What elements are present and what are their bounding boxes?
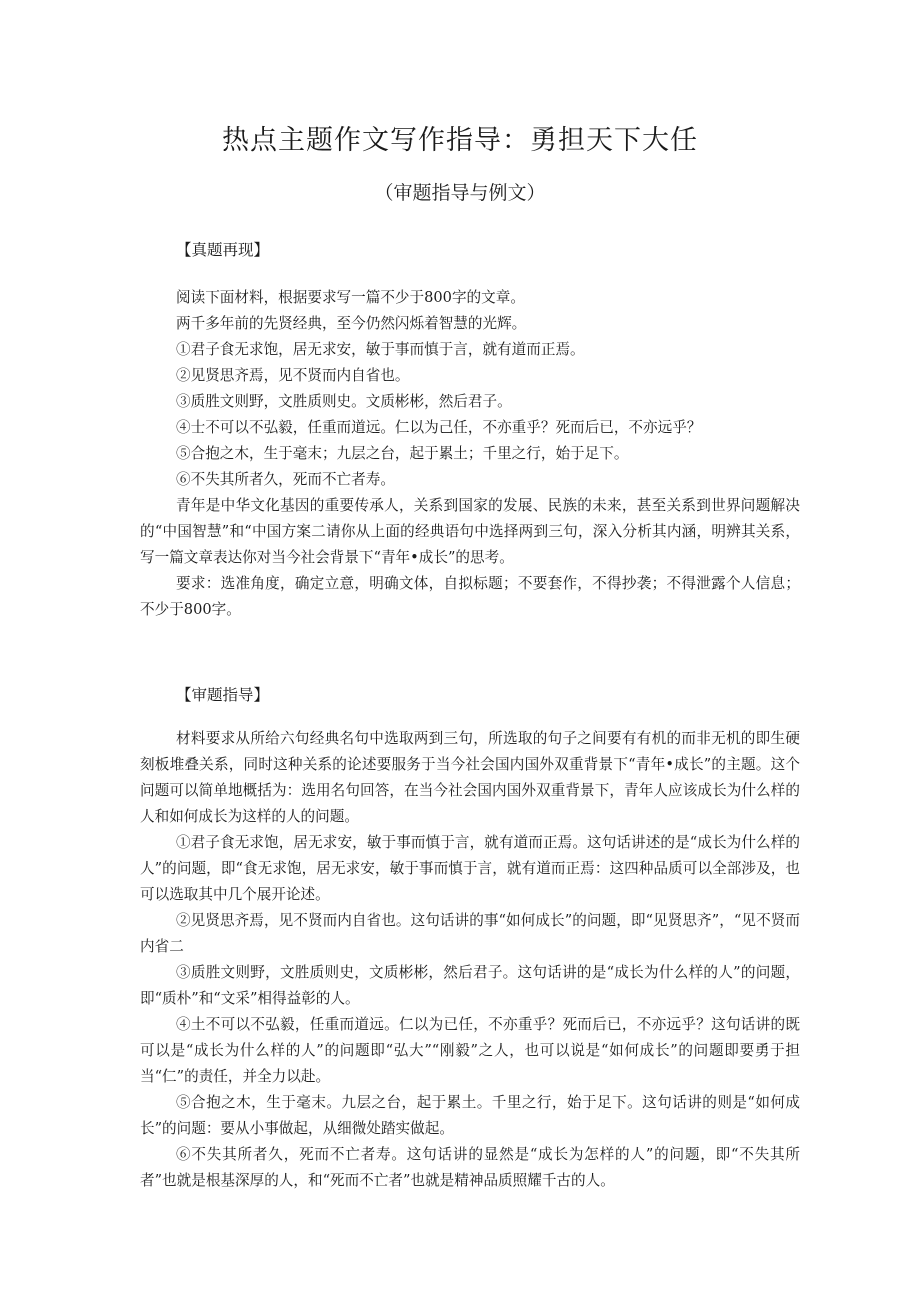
page-title: 热点主题作文写作指导：勇担天下大任 [222, 125, 698, 156]
section-heading-real-question: 【真题再现】 [176, 241, 270, 259]
real-question-block [140, 285, 800, 623]
paragraph: 阅读下面材料，根据要求写一篇不少于800字的文章。 [176, 289, 525, 306]
section-heading-guidance: 【审题指导】 [176, 686, 270, 704]
quote-item: ③质胜文则野，文胜质则史。文质彬彬，然后君子。 [176, 393, 512, 410]
analysis-item: ①君子食无求饱，居无求安，敏于事而慎于言，就有道而正焉。这句话讲述的是“成长为什么样的人”的问题，即“食无求饱，居无求安，敏于事而慎于言，就有道而正焉：这四种品质可以全部涉及，也可以选取其中几个展开论述。 [140, 834, 800, 903]
paragraph: 材料要求从所给六句经典名句中选取两到三句，所选取的句子之间要有有机的而非无机的即生硬刻板堆叠关系，同时这种关系的论述要服务于当今社会国内国外双重背景下“青年•成长”的主题。这个问题可以简单地概括为：选用名句回答，在当今社会国内国外双重背景下，青年人应该成长为什么样的人和如何成长为这样的人的问题。 [140, 730, 800, 825]
analysis-item: ⑥不失其所者久，死而不亡者寿。这句话讲的显然是“成长为怎样的人”的问题，即“不失其所者”也就是根基深厚的人，和“死而不亡者”也就是精神品质照耀千古的人。 [140, 1146, 800, 1189]
analysis-item: ④土不可以不弘毅，任重而道远。仁以为已任，不亦重乎？死而后已，不亦远乎？这句话讲的既可以是“成长为什么样的人”的问题即“弘大”“刚毅”之人，也可以说是“如何成长”的问题即要勇于担当“仁”的责任，并全力以赴。 [140, 1016, 800, 1085]
quote-item: ④士不可以不弘毅，任重而道远。仁以为己任，不亦重乎？死而后已，不亦远乎？ [176, 419, 702, 436]
quote-item: ⑥不失其所者久，死而不亡者寿。 [176, 471, 395, 488]
paragraph: 要求：选准角度，确定立意，明确文体，自拟标题；不要套作，不得抄袭；不得泄露个人信息；不少于800字。 [140, 575, 800, 618]
guidance-block [140, 726, 800, 1194]
analysis-item: ③质胜文则野，文胜质则史，文质彬彬，然后君子。这句话讲的是“成长为什么样的人”的问题，即“质朴”和“文采”相得益彰的人。 [140, 964, 800, 1007]
paragraph: 两千多年前的先贤经典，至今仍然闪烁着智慧的光辉。 [176, 315, 527, 332]
analysis-item: ⑤合抱之木，生于毫末。九层之台，起于累土。千里之行，始于足下。这句话讲的则是“如何成长”的问题：要从小事做起，从细微处踏实做起。 [140, 1094, 800, 1137]
analysis-item: ②见贤思齐焉，见不贤而内自省也。这句话讲的事“如何成长”的问题，即“见贤思齐”，“见不贤而内省二 [140, 912, 800, 955]
quote-item: ⑤合抱之木，生于毫末；九层之台，起于累土；千里之行，始于足下。 [176, 445, 629, 462]
page-subtitle: （审题指导与例文） [374, 182, 546, 204]
quote-item: ①君子食无求饱，居无求安，敏于事而慎于言，就有道而正焉。 [176, 341, 585, 358]
paragraph: 青年是中华文化基因的重要传承人，关系到国家的发展、民族的未来，甚至关系到世界问题解决的“中国智慧”和“中国方案二请你从上面的经典语句中选择两到三句，深入分析其内涵，明辨其关系，写一篇文章表达你对当今社会背景下“青年•成长”的思考。 [140, 497, 800, 566]
quote-item: ②见贤思齐焉，见不贤而内自省也。 [176, 367, 410, 384]
